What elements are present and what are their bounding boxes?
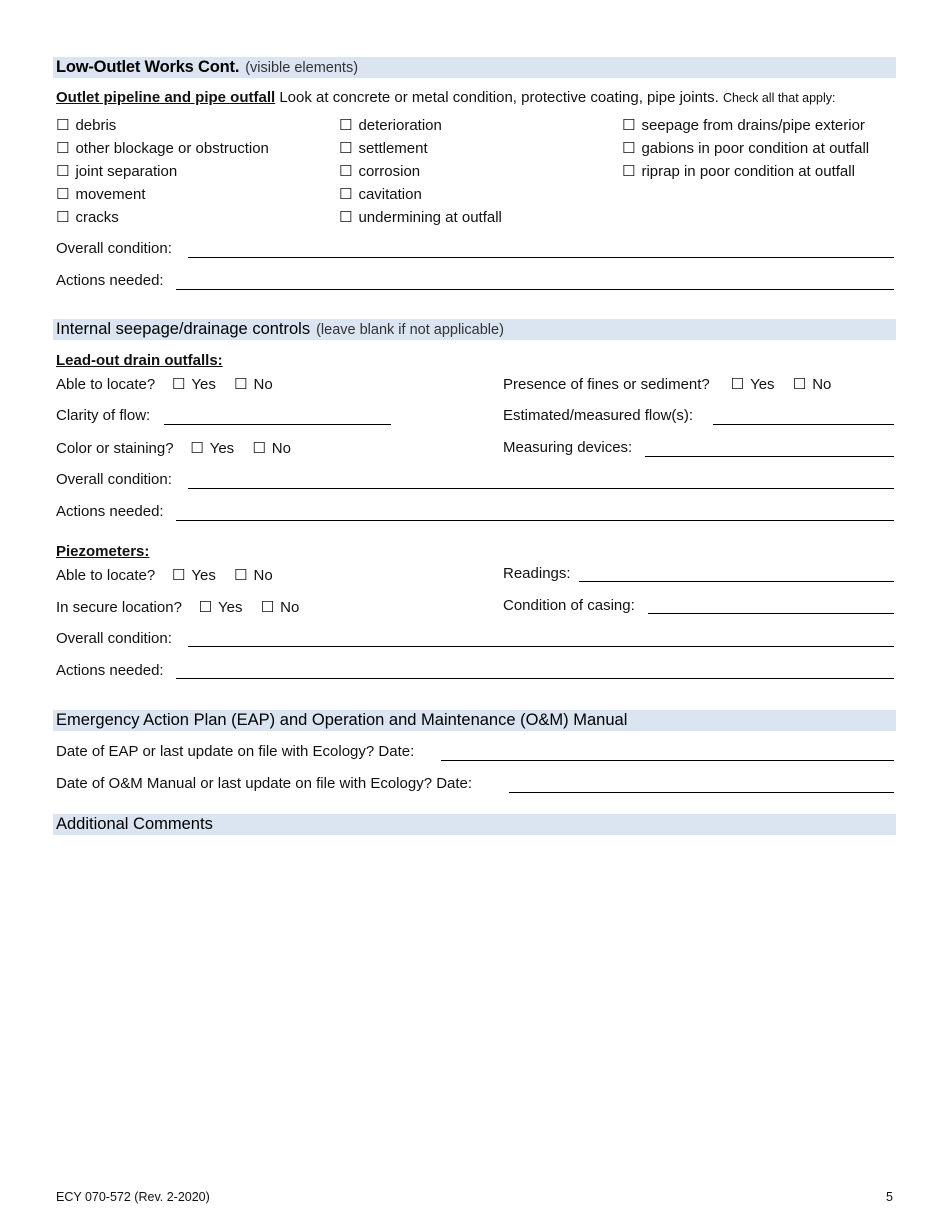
overall-condition-field[interactable] bbox=[188, 257, 894, 258]
checkbox-label: joint separation bbox=[75, 163, 178, 180]
checkbox-label: settlement bbox=[358, 140, 428, 157]
presence-label: Presence of fines or sediment? bbox=[503, 376, 710, 393]
secure-location-row bbox=[56, 598, 299, 616]
footer-page-number: 5 bbox=[886, 1190, 893, 1204]
checkbox-icon[interactable]: ☐ bbox=[339, 163, 353, 180]
checkbox-icon[interactable]: ☐ bbox=[56, 163, 70, 180]
color-staining-row bbox=[56, 439, 291, 457]
checkbox-icon[interactable]: ☐ bbox=[339, 140, 353, 157]
yes-label: Yes bbox=[209, 440, 235, 457]
color-label: Color or staining? bbox=[56, 440, 174, 457]
checkbox-icon[interactable]: ☐ bbox=[198, 599, 213, 616]
yes-label: Yes bbox=[191, 567, 216, 584]
no-label: No bbox=[280, 599, 300, 616]
pipeline-heading: Outlet pipeline and pipe outfall bbox=[56, 89, 276, 106]
readings-label: Readings: bbox=[503, 565, 571, 582]
no-label: No bbox=[253, 567, 273, 584]
checkbox-item[interactable] bbox=[622, 139, 869, 157]
actions-needed-field[interactable] bbox=[176, 289, 894, 290]
presence-fines-row bbox=[503, 375, 831, 393]
checkbox-icon[interactable]: ☐ bbox=[622, 140, 636, 157]
checkbox-icon[interactable]: ☐ bbox=[792, 376, 807, 393]
checkbox-label: cavitation bbox=[358, 186, 422, 203]
checkbox-label: gabions in poor condition at outfall bbox=[641, 140, 870, 157]
yes-label: Yes bbox=[218, 599, 243, 616]
readings-field[interactable] bbox=[579, 581, 894, 582]
checkbox-item[interactable] bbox=[56, 162, 177, 180]
section-note: (visible elements) bbox=[245, 60, 359, 76]
checkbox-item[interactable] bbox=[56, 139, 269, 157]
piezo-overall-label: Overall condition: bbox=[56, 630, 172, 647]
checkbox-label: other blockage or obstruction bbox=[75, 140, 269, 157]
checkbox-icon[interactable]: ☐ bbox=[171, 567, 186, 584]
yes-label: Yes bbox=[750, 376, 775, 393]
eap-date-field[interactable] bbox=[441, 760, 894, 761]
measuring-devices-field[interactable] bbox=[645, 456, 894, 457]
clarity-field[interactable] bbox=[164, 424, 391, 425]
checkbox-icon[interactable]: ☐ bbox=[234, 567, 248, 584]
actions-needed-label: Actions needed: bbox=[56, 503, 164, 520]
checkbox-label: corrosion bbox=[358, 163, 421, 180]
section-title-comments: Additional Comments bbox=[56, 815, 213, 833]
footer-form-id: ECY 070-572 (Rev. 2-2020) bbox=[56, 1190, 210, 1204]
checkbox-item[interactable] bbox=[339, 185, 422, 203]
checkbox-icon[interactable]: ☐ bbox=[56, 117, 70, 134]
om-date-label: Date of O&M Manual or last update on file with Ecology? Date: bbox=[56, 775, 473, 792]
checkbox-icon[interactable]: ☐ bbox=[622, 163, 636, 180]
casing-label: Condition of casing: bbox=[503, 597, 635, 614]
section-eap-band bbox=[53, 710, 896, 731]
checkbox-item[interactable] bbox=[56, 185, 145, 203]
overall-condition-field[interactable] bbox=[188, 488, 894, 489]
piezo-overall-field[interactable] bbox=[188, 646, 894, 647]
section-low-outlet-band bbox=[53, 57, 896, 78]
checkbox-item[interactable] bbox=[622, 162, 855, 180]
actions-needed-label: Actions needed: bbox=[56, 272, 164, 289]
no-label: No bbox=[253, 376, 273, 393]
comments-area[interactable] bbox=[56, 840, 894, 1160]
checkbox-item[interactable] bbox=[339, 139, 428, 157]
estimated-flow-field[interactable] bbox=[713, 424, 894, 425]
clarity-label: Clarity of flow: bbox=[56, 407, 151, 424]
checkbox-icon[interactable]: ☐ bbox=[339, 117, 353, 134]
checkbox-icon[interactable]: ☐ bbox=[56, 140, 70, 157]
checkbox-label: movement bbox=[75, 186, 146, 203]
checkbox-icon[interactable]: ☐ bbox=[339, 209, 353, 226]
no-label: No bbox=[271, 440, 291, 457]
leadout-heading: Lead-out drain outfalls: bbox=[56, 352, 223, 369]
secure-label: In secure location? bbox=[56, 599, 182, 616]
checkbox-icon[interactable]: ☐ bbox=[234, 376, 248, 393]
piezo-actions-field[interactable] bbox=[176, 678, 894, 679]
no-label: No bbox=[812, 376, 832, 393]
piezometers-heading: Piezometers: bbox=[56, 543, 150, 560]
overall-condition-label: Overall condition: bbox=[56, 240, 172, 257]
piezo-actions-label: Actions needed: bbox=[56, 662, 164, 679]
pipeline-desc: Look at concrete or metal condition, protective coating, pipe joints. bbox=[279, 89, 719, 106]
checkbox-label: seepage from drains/pipe exterior bbox=[641, 117, 865, 134]
checkbox-icon[interactable]: ☐ bbox=[56, 186, 70, 203]
checkbox-item[interactable] bbox=[339, 116, 442, 134]
able-label: Able to locate? bbox=[56, 376, 156, 393]
able-to-locate-row bbox=[56, 375, 273, 393]
checkbox-label: riprap in poor condition at outfall bbox=[641, 163, 855, 180]
pipeline-instructions bbox=[56, 89, 836, 106]
section-title-internal: Internal seepage/drainage controls (leave blank if not applicable) bbox=[56, 320, 504, 338]
checkbox-icon[interactable]: ☐ bbox=[56, 209, 70, 226]
checkbox-item[interactable] bbox=[56, 208, 119, 226]
section-comments-band bbox=[53, 814, 896, 835]
actions-needed-field[interactable] bbox=[176, 520, 894, 521]
estimated-flow-label: Estimated/measured flow(s): bbox=[503, 407, 694, 424]
piezo-able-row bbox=[56, 566, 273, 584]
section-title-eap: Emergency Action Plan (EAP) and Operation and Maintenance (O&M) Manual bbox=[56, 711, 628, 729]
section-title-low-outlet: Low-Outlet Works Cont. (visible elements) bbox=[56, 58, 359, 76]
checkbox-item[interactable] bbox=[339, 162, 420, 180]
checkbox-label: debris bbox=[75, 117, 117, 134]
checkbox-icon[interactable]: ☐ bbox=[339, 186, 353, 203]
checkbox-item[interactable] bbox=[339, 208, 502, 226]
eap-date-label: Date of EAP or last update on file with Ecology? Date: bbox=[56, 743, 415, 760]
checkbox-icon[interactable]: ☐ bbox=[260, 599, 275, 616]
section-note: (leave blank if not applicable) bbox=[316, 322, 504, 338]
checkbox-label: deterioration bbox=[358, 117, 442, 134]
measuring-devices-label: Measuring devices: bbox=[503, 439, 633, 456]
checkbox-item[interactable] bbox=[622, 116, 865, 134]
overall-condition-label: Overall condition: bbox=[56, 471, 172, 488]
checkbox-icon[interactable]: ☐ bbox=[252, 440, 266, 457]
able-label: Able to locate? bbox=[56, 567, 156, 584]
checkbox-icon[interactable]: ☐ bbox=[730, 376, 745, 393]
check-all-note: Check all that apply: bbox=[722, 91, 836, 105]
casing-field[interactable] bbox=[648, 613, 894, 614]
checkbox-label: cracks bbox=[75, 209, 119, 226]
om-date-field[interactable] bbox=[509, 792, 894, 793]
checkbox-icon[interactable]: ☐ bbox=[622, 117, 636, 134]
checkbox-label: undermining at outfall bbox=[358, 209, 502, 226]
checkbox-item[interactable] bbox=[56, 116, 116, 134]
section-internal-band bbox=[53, 319, 896, 340]
yes-label: Yes bbox=[191, 376, 216, 393]
checkbox-icon[interactable]: ☐ bbox=[171, 376, 186, 393]
checkbox-icon[interactable]: ☐ bbox=[190, 440, 204, 457]
